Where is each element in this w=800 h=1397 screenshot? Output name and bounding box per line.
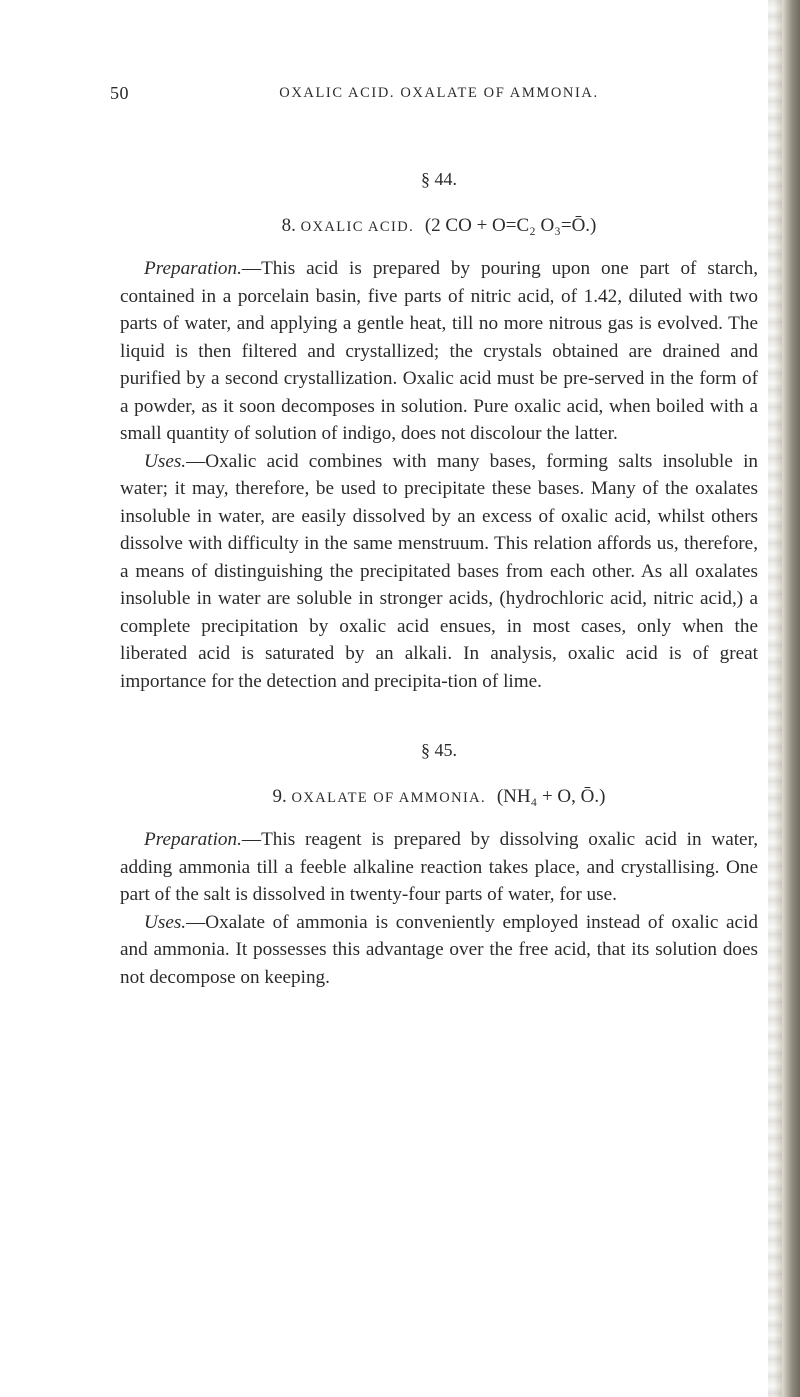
heading-formula: (2 CO + O=C₂ O₃=Ō.) (424, 214, 597, 236)
paragraph-preparation (120, 255, 758, 448)
heading-formula: (NH₄ + O, Ō.) (496, 785, 606, 807)
section-45 (120, 737, 758, 991)
heading-number: 8. (281, 214, 296, 236)
section-heading (120, 783, 758, 813)
paragraph-text: —Oxalate of ammonia is conveniently employed instead of oxalic acid and ammonia. It possesses this advantage over the free acid, that its solution does not decompose on keeping. (120, 911, 758, 988)
heading-name: OXALATE OF AMMONIA. (291, 789, 487, 806)
heading-number: 9. (272, 785, 287, 807)
paragraph-lead: Preparation. (144, 829, 242, 850)
section-mark: § 45. (421, 740, 457, 760)
paragraph-lead: Uses. (144, 450, 187, 472)
paragraph-preparation (120, 826, 758, 909)
book-page (110, 80, 758, 991)
heading-name: OXALIC ACID. (300, 218, 415, 235)
running-head-title: OXALIC ACID. OXALATE OF AMMONIA. (279, 85, 599, 101)
paragraph-text: —This reagent is prepared by dissolving oxalic acid in water, adding ammonia till a feeble alkaline reaction takes place, and crystallising. One part of the salt is dissolved in twenty-four parts of water, for use. (120, 829, 758, 905)
paragraph-lead: Preparation. (144, 258, 242, 279)
page-edge-texture (768, 0, 782, 1397)
paragraph-uses (120, 448, 758, 696)
paragraph-lead: Uses. (144, 911, 187, 933)
running-head (110, 80, 758, 110)
paragraph-text: —This acid is prepared by pouring upon one part of starch, contained in a porcelain basin, five parts of nitric acid, of 1.42, diluted with two parts of water, and applying a gentle heat, till no more nitrous gas is evolved. The liquid is then filtered and crystallized; the crystals obtained are drained and purified by a second crystallization. Oxalic acid must be pre-served in the form of a powder, as it soon decomposes in solution. Pure oxalic acid, when boiled with a small quantity of solution of indigo, does not discolour the latter. (120, 258, 758, 444)
paragraph-uses (120, 909, 758, 992)
section-mark: § 44. (421, 169, 457, 189)
paragraph-text: —Oxalic acid combines with many bases, forming salts insoluble in water; it may, therefore, be used to precipitate these bases. Many of the oxalates insoluble in water, are easily dissolved by an excess of oxalic acid, whilst others dissolve with difficulty in the same menstruum. This relation affords us, therefore, a means of distinguishing the precipitated bases from each other. As all oxalates insoluble in water are soluble in stronger acids, (hydrochloric acid, nitric acid,) a complete precipitation by oxalic acid ensues, in most cases, only when the liberated acid is saturated by an alkali. In analysis, oxalic acid is of great importance for the detection and precipita-tion of lime. (120, 450, 758, 692)
page-number: 50 (110, 83, 129, 103)
section-44 (120, 166, 758, 695)
section-heading (120, 212, 758, 242)
